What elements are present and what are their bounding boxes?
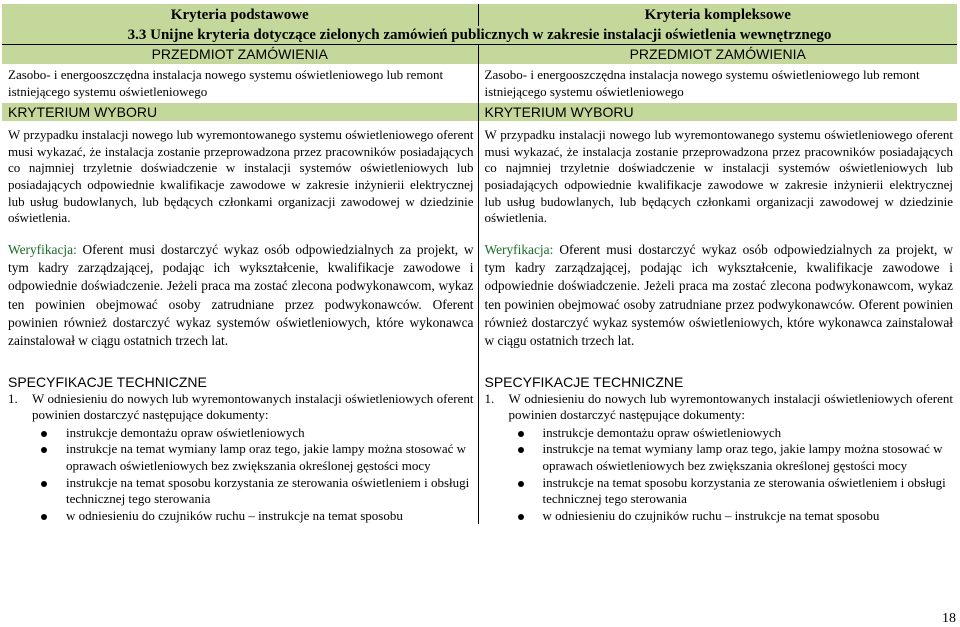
bullet-icon xyxy=(518,447,524,453)
criterion-text: W przypadku instalacji nowego lub wyremontowanego systemu oświetleniowego oferent musi wykazać, że instalacja zostanie przeprowadzona przez pracowników posiadających co najmniej trzyletnie doświadczenie w instalacji systemów oświetleniowych lub posiadających odpowiednie kwalifikacje zawodowe w zakresie inżynierii elektrycznej lub usług budowlanych, lub będących członkami organizacji zawodowej w dziedzinie oświetlenia. xyxy=(484,127,953,226)
spec-header: SPECYFIKACJE TECHNICZNE xyxy=(484,373,684,390)
list-item: w odniesieniu do czujników ruchu – instrukcje na temat sposobu xyxy=(8,508,474,525)
verification-text: Oferent musi dostarczyć wykaz osób odpowiedzialnych za projekt, w tym kadry zarządzającej, podając ich wykształcenie, kwalifikacje zawodowe i odpowiednie doświadczenie. Jeżeli praca ma zostać zlecona podwykonawcom, wykaz ten powinien obejmować osoby zatrudniane przez podwykonawców. Oferent powinien również dostarczyć wykaz systemów oświetleniowych, które wykonawca zainstalował w ciągu ostatnich trzech lat. xyxy=(8,241,474,349)
spec-header: SPECYFIKACJE TECHNICZNE xyxy=(8,373,207,390)
subject-header-basic: PRZEDMIOT ZAMÓWIENIA xyxy=(2,45,478,65)
list-item: instrukcje demontażu opraw oświetleniowych xyxy=(8,425,474,442)
verification-label: Weryfikacja: xyxy=(484,241,554,257)
criterion-text: W przypadku instalacji nowego lub wyremontowanego systemu oświetleniowego oferent musi wykazać, że instalacja zostanie przeprowadzona przez pracowników posiadających co najmniej trzyletnie doświadczenie w instalacji systemów oświetleniowych lub posiadających odpowiednie kwalifikacje zawodowe w zakresie inżynierii elektrycznej lub usług budowlanych, lub będących członkami organizacji zawodowej w dziedzinie oświetlenia. xyxy=(8,127,474,226)
criterion-header: KRYTERIUM WYBORU xyxy=(2,103,478,121)
bullet-icon xyxy=(518,481,524,487)
list-item: instrukcje na temat sposobu korzystania ze sterowania oświetleniem i obsługi technicznej tego sterowania xyxy=(485,475,954,508)
document-bullet-list xyxy=(485,425,954,525)
list-item: instrukcje na temat sposobu korzystania ze sterowania oświetleniem i obsługi technicznej tego sterowania xyxy=(8,475,474,508)
criterion-header: KRYTERIUM WYBORU xyxy=(479,103,958,121)
bullet-icon xyxy=(41,447,47,453)
bullet-icon xyxy=(41,514,47,520)
page-number: 18 xyxy=(942,611,956,626)
list-item: instrukcje na temat wymiany lamp oraz tego, jakie lampy można stosować w oprawach oświetleniowych bez zwiększania określonej gęstości mocy xyxy=(8,441,474,474)
column-header-comprehensive: Kryteria kompleksowe xyxy=(478,4,957,26)
verification-paragraph xyxy=(8,241,474,351)
section-title: 3.3 Unijne kryteria dotyczące zielonych zamówień publicznych w zakresie instalacji oświetlenia wewnętrznego xyxy=(2,26,957,45)
subject-text: Zasobo- i energooszczędna instalacja nowego systemu oświetleniowego lub remont istniejącego systemu oświetleniowego xyxy=(484,67,920,99)
spec-item xyxy=(485,391,954,424)
list-item: w odniesieniu do czujników ruchu – instrukcje na temat sposobu xyxy=(485,508,954,525)
spec-item-text: W odniesieniu do nowych lub wyremontowanych instalacji oświetleniowych oferent powinien dostarczyć następujące dokumenty: xyxy=(32,390,474,423)
bullet-icon xyxy=(41,481,47,487)
spec-item-text: W odniesieniu do nowych lub wyremontowanych instalacji oświetleniowych oferent powinien dostarczyć następujące dokumenty: xyxy=(508,390,953,423)
list-item: instrukcje na temat wymiany lamp oraz tego, jakie lampy można stosować w oprawach oświetleniowych bez zwiększania określonej gęstości mocy xyxy=(485,441,954,474)
spec-item-number: 1. xyxy=(8,390,18,406)
document-bullet-list xyxy=(8,425,474,525)
verification-text: Oferent musi dostarczyć wykaz osób odpowiedzialnych za projekt, w tym kadry zarządzającej, podając ich wykształcenie, kwalifikacje zawodowe i odpowiednie doświadczenie. Jeżeli praca ma zostać zlecona podwykonawcom, wykaz ten powinien obejmować osoby zatrudniane przez podwykonawców. Oferent powinien również dostarczyć wykaz systemów oświetleniowych, które wykonawca zainstalował w ciągu ostatnich trzech lat. xyxy=(484,241,953,349)
bullet-icon xyxy=(518,514,524,520)
verification-paragraph xyxy=(485,241,954,351)
basic-criteria-cell xyxy=(2,64,478,524)
spec-item-number: 1. xyxy=(484,390,495,406)
criteria-table xyxy=(2,4,957,524)
column-header-basic: Kryteria podstawowe xyxy=(2,4,478,26)
bullet-icon xyxy=(518,431,524,437)
comprehensive-criteria-cell xyxy=(478,64,957,524)
subject-text: Zasobo- i energooszczędna instalacja nowego systemu oświetleniowego lub remont istniejącego systemu oświetleniowego xyxy=(8,67,444,99)
spec-item xyxy=(8,391,474,424)
subject-header-comprehensive: PRZEDMIOT ZAMÓWIENIA xyxy=(478,45,957,65)
bullet-icon xyxy=(41,431,47,437)
list-item: instrukcje demontażu opraw oświetleniowych xyxy=(485,425,954,442)
verification-label: Weryfikacja: xyxy=(8,241,77,257)
